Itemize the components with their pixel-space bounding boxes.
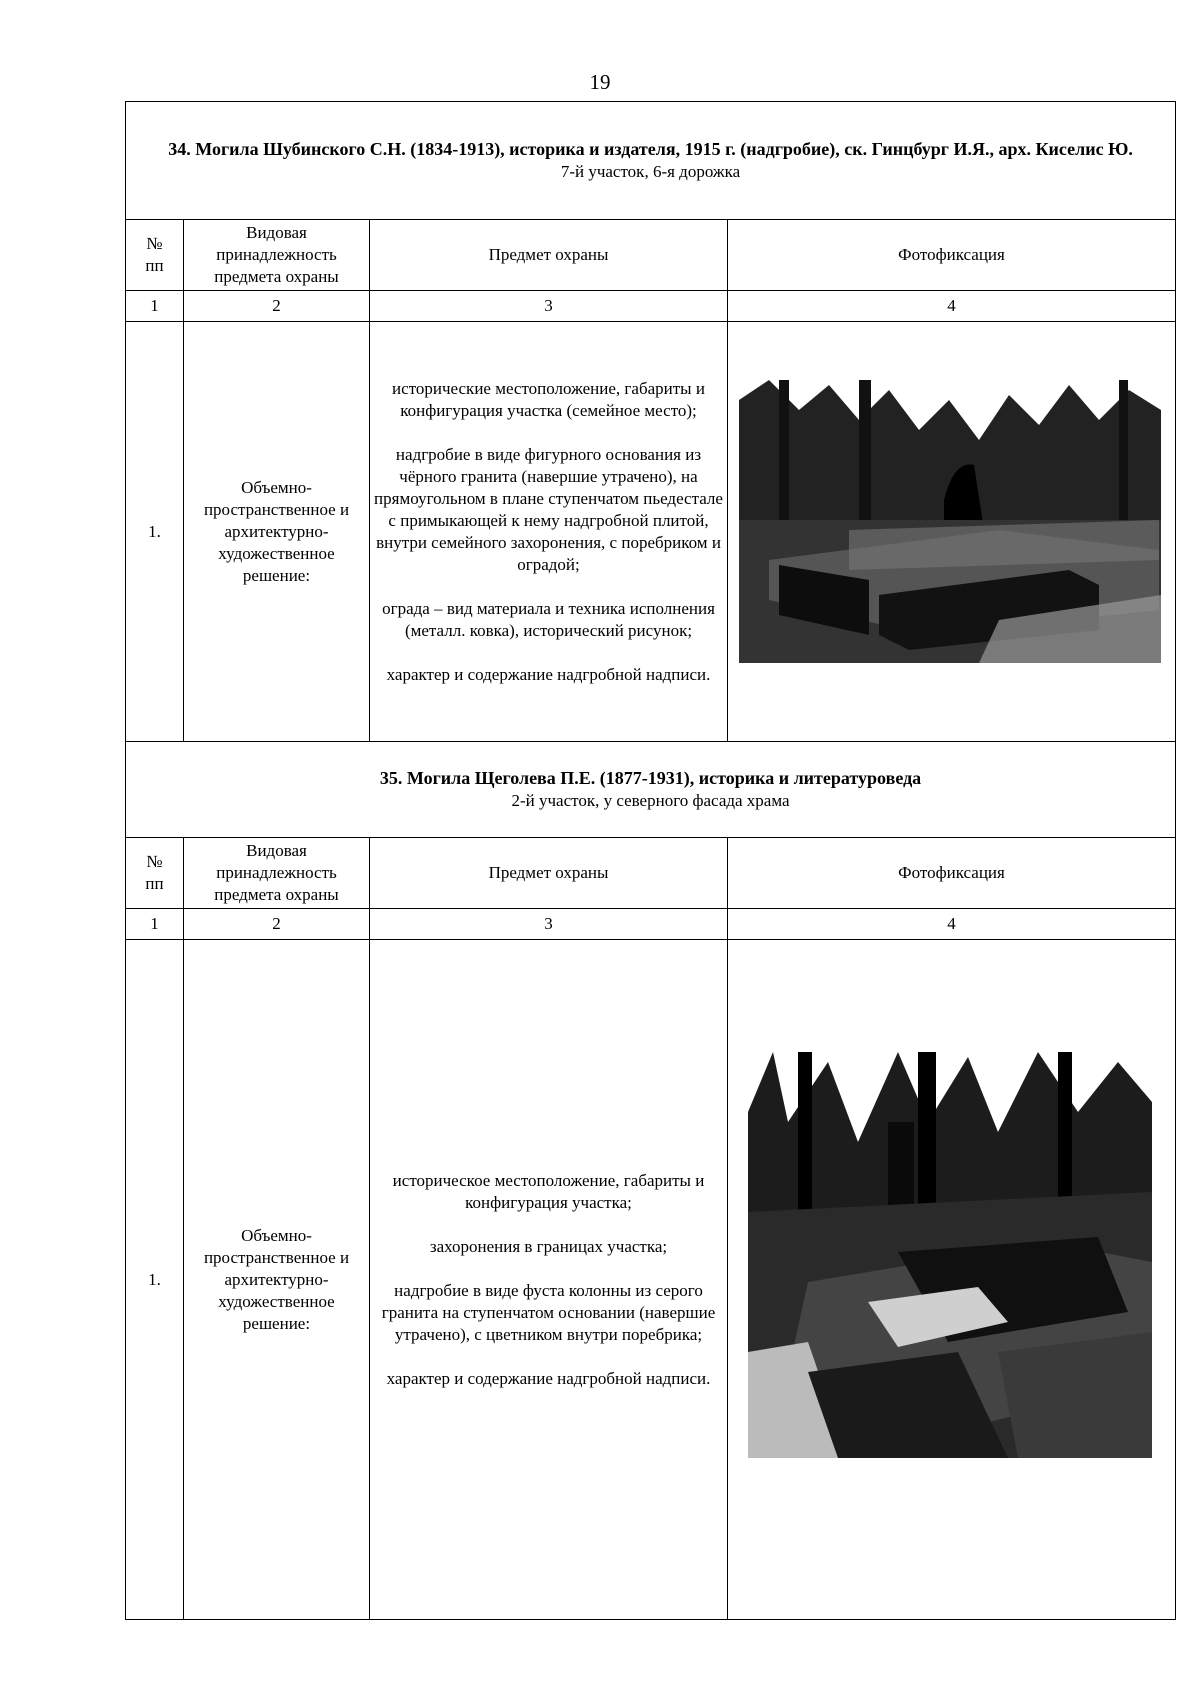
subject-paragraph: ограда – вид материала и техника исполнения (металл. ковка), исторический рисунок;: [382, 598, 715, 640]
header-num: № пп: [126, 220, 184, 291]
section-title-row: [126, 742, 1176, 838]
header-photo: Фотофиксация: [728, 220, 1176, 291]
subject-paragraph: надгробие в виде фигурного основания из чёрного гранита (навершие утрачено), на прямоугольном в плане ступенчатом пьедестале с примыкающей к нему надгробной плитой, внутри семейного захоронения, с поребриком и оградой;: [374, 444, 723, 574]
column-number: 3: [370, 291, 728, 322]
subject-paragraph: характер и содержание надгробной надписи.: [386, 1368, 711, 1388]
section-title-cell: [126, 742, 1176, 838]
column-header-row: [126, 838, 1176, 909]
row-photo: [728, 322, 1176, 742]
header-num: № пп: [126, 838, 184, 909]
row-kind: Объемно-пространственное и архитектурно-художественное решение:: [184, 940, 370, 1620]
header-kind: Видовая принадлежность предмета охраны: [184, 220, 370, 291]
row-subject: [370, 940, 728, 1620]
column-number: 3: [370, 909, 728, 940]
page-number: 19: [589, 70, 611, 94]
subject-paragraph: характер и содержание надгробной надписи.: [386, 664, 711, 684]
grave-photo-shchegolev: [748, 1052, 1152, 1458]
subject-paragraph: надгробие в виде фуста колонны из серого гранита на ступенчатом основании (навершие утрачено), с цветником внутри поребрика;: [381, 1280, 716, 1344]
section-title-row: [126, 102, 1176, 220]
row-num: 1.: [126, 940, 184, 1620]
header-subject: Предмет охраны: [370, 220, 728, 291]
column-number: 1: [126, 909, 184, 940]
row-subject: [370, 322, 728, 742]
header-photo: Фотофиксация: [728, 838, 1176, 909]
column-number: 4: [728, 909, 1176, 940]
column-number: 2: [184, 291, 370, 322]
row-num: 1.: [126, 322, 184, 742]
grave-photo-shubinsky: [739, 380, 1161, 663]
row-photo: [728, 940, 1176, 1620]
table-row: [126, 322, 1176, 742]
section-title: 34. Могила Шубинского С.Н. (1834-1913), историка и издателя, 1915 г. (надгробие), ск. Гинцбург И.Я., арх. Киселис Ю.: [168, 139, 1133, 159]
section-title: 35. Могила Щеголева П.Е. (1877-1931), историка и литературоведа: [379, 768, 922, 788]
column-number-row: [126, 909, 1176, 940]
subject-paragraph: исторические местоположение, габариты и конфигурация участка (семейное место);: [392, 378, 705, 420]
subject-paragraph: историческое местоположение, габариты и конфигурация участка;: [392, 1170, 705, 1212]
header-subject: Предмет охраны: [370, 838, 728, 909]
table-row: [126, 940, 1176, 1620]
column-number: 2: [184, 909, 370, 940]
column-number: 4: [728, 291, 1176, 322]
section-location: 2-й участок, у северного фасада храма: [511, 791, 790, 810]
column-number-row: [126, 291, 1176, 322]
subject-paragraph: захоронения в границах участка;: [429, 1236, 668, 1256]
protection-table: [125, 101, 1176, 1620]
section-title-cell: [126, 102, 1176, 220]
section-location: 7-й участок, 6-я дорожка: [560, 162, 741, 181]
column-header-row: [126, 220, 1176, 291]
row-kind: Объемно-пространственное и архитектурно-художественное решение:: [184, 322, 370, 742]
column-number: 1: [126, 291, 184, 322]
header-kind: Видовая принадлежность предмета охраны: [184, 838, 370, 909]
